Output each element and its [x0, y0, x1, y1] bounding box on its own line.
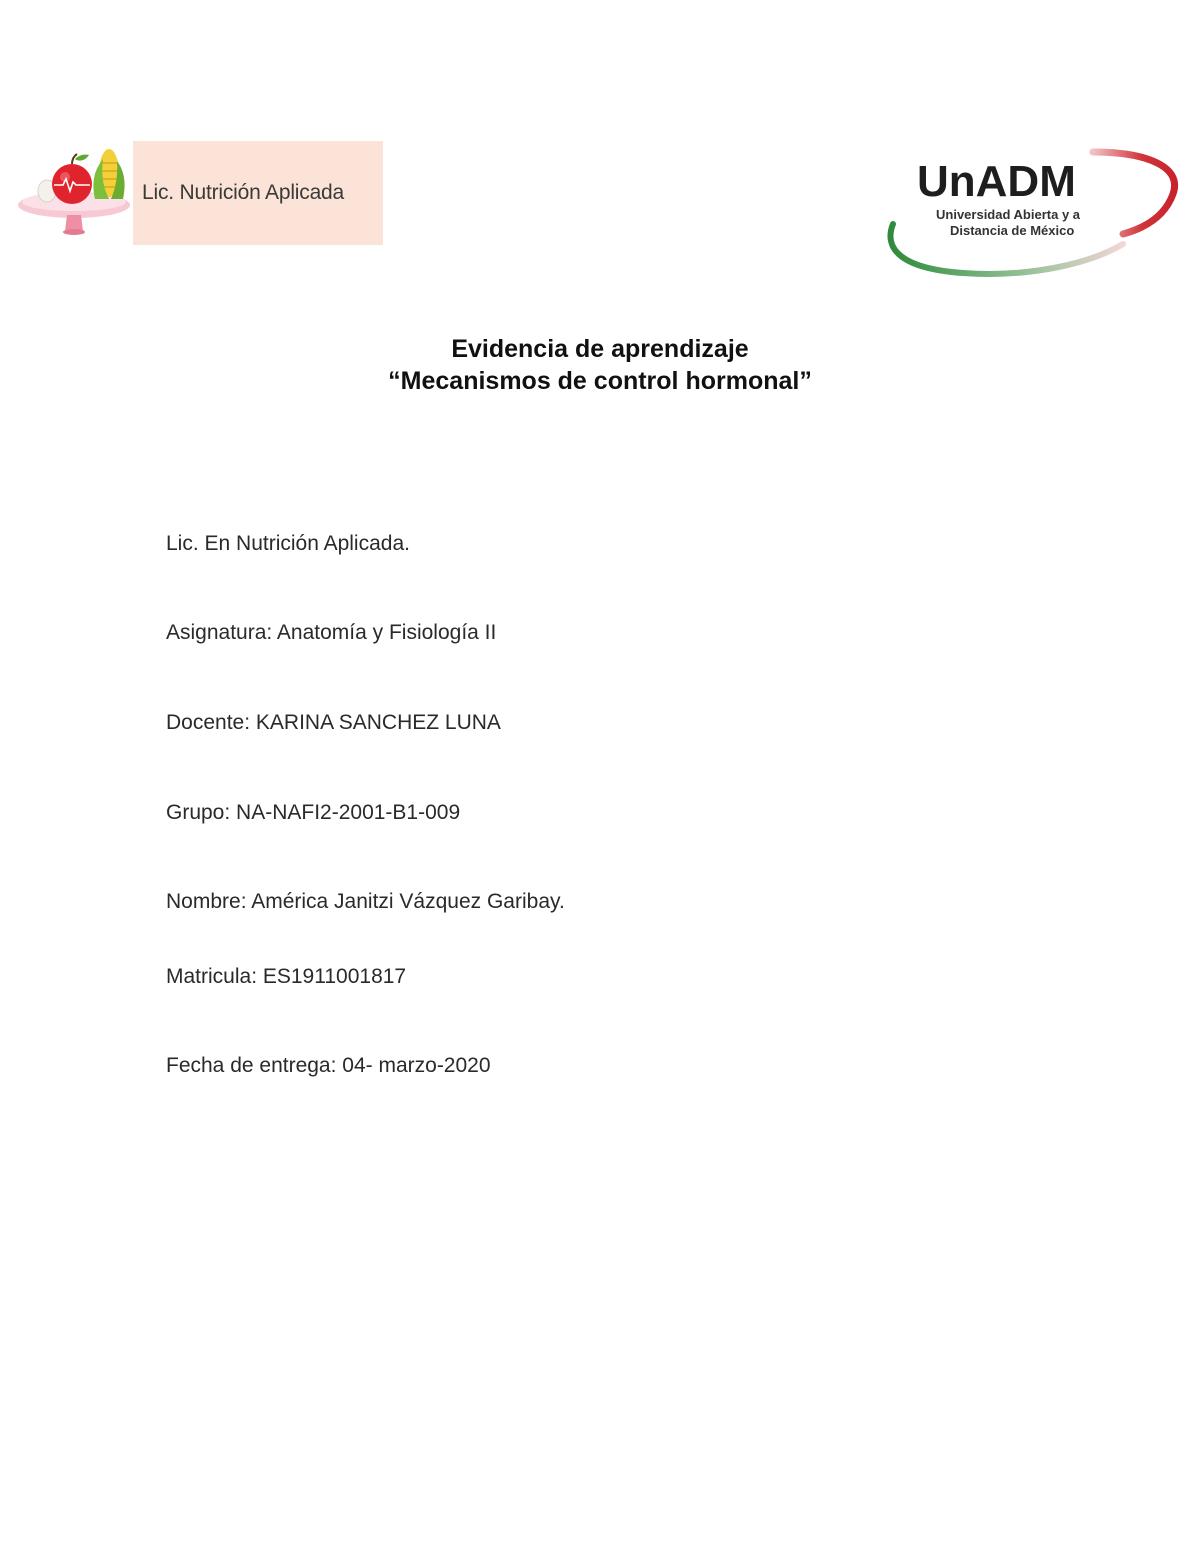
logo-name-line1: Universidad Abierta y a: [936, 207, 1081, 222]
logo-acronym: UnADM: [917, 157, 1076, 206]
program-banner-label: Lic. Nutrición Aplicada: [142, 181, 345, 204]
fruit-plate-icon: [17, 141, 133, 245]
student-name-field: Nombre: América Janitzi Vázquez Garibay.: [166, 890, 565, 913]
subject-field: Asignatura: Anatomía y Fisiología II: [166, 621, 497, 644]
document-title: Evidencia de aprendizaje: [451, 335, 749, 363]
due-date-field: Fecha de entrega: 04- marzo-2020: [166, 1054, 491, 1077]
document-subtitle: “Mecanismos de control hormonal”: [388, 367, 812, 395]
program-header: [17, 141, 383, 245]
program-field: Lic. En Nutrición Aplicada.: [166, 532, 410, 555]
teacher-field: Docente: KARINA SANCHEZ LUNA: [166, 711, 501, 734]
program-banner: [133, 141, 383, 245]
unadm-logo: [883, 144, 1179, 280]
group-field: Grupo: NA-NAFI2-2001-B1-009: [166, 801, 461, 824]
logo-name-line2: Distancia de México: [950, 223, 1075, 238]
student-id-field: Matricula: ES1911001817: [166, 965, 407, 988]
